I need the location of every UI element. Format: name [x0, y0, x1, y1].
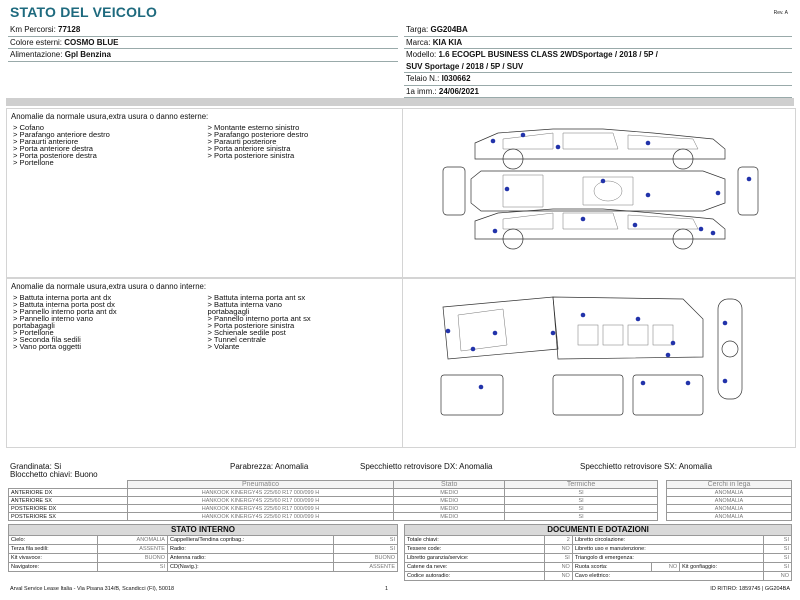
table-row: ANOMALIA	[667, 505, 792, 513]
revision-label: Rev. A	[773, 10, 788, 16]
external-damage-title: Anomalie da normale usura,extra usura o danno esterne:	[11, 112, 209, 121]
info-row-alimentazione: Alimentazione: Gpl Benzina	[8, 49, 398, 62]
info-row-telaio: Telaio N.: I030662	[404, 73, 792, 86]
damage-item: > Battuta interna porta post dx	[13, 300, 115, 309]
damage-item: > Battuta interna vano	[207, 300, 283, 309]
damage-item: > Porta posteriore sinistra	[207, 151, 295, 160]
grandinata-label: Grandinata: Si	[10, 462, 62, 471]
table-row: POSTERIORE SX HANKOOK KINERGY4S 225/60 R17 000/099 H MEDIO SI	[9, 513, 658, 521]
internal-damage-list	[7, 279, 402, 447]
table-row: POSTERIORE DX HANKOOK KINERGY4S 225/60 R17 000/099 H MEDIO SI	[9, 505, 658, 513]
info-row-km: Km Percorsi: 77128	[8, 24, 398, 37]
info-row-modello-cont: SUV Sportage / 2018 / 5P / SUV	[404, 61, 792, 74]
blocchetto-chiavi-label: Blocchetto chiavi: Buono	[10, 470, 98, 479]
damage-item: > Porta posteriore destra	[13, 151, 97, 160]
damage-item: > Battuta interna porta ant sx	[207, 293, 306, 302]
tyres-table	[8, 480, 658, 521]
damage-item: portabagagli	[207, 307, 250, 316]
table-row: Totale chiavi: 2 Libretto circolazione: SI	[405, 536, 792, 545]
internal-damage-title: Anomalie da normale usura,extra usura o danno interne:	[11, 282, 207, 291]
damage-item: > Battuta interna porta ant dx	[13, 293, 112, 302]
damage-item: > Pannello interno porta ant dx	[13, 307, 117, 316]
table-row: Codice autoradio: NO Cavo elettrico: NO	[405, 572, 792, 581]
stato-interno-title: STATO INTERNO	[8, 524, 398, 536]
table-row: ANOMALIA	[667, 513, 792, 521]
external-damage-list	[7, 109, 402, 277]
page-title: STATO DEL VEICOLO	[10, 4, 158, 20]
vehicle-info-left	[8, 24, 398, 100]
external-damage-panel	[6, 108, 796, 278]
damage-item: > Paraurti posteriore	[207, 137, 277, 146]
section-divider	[6, 98, 794, 106]
damage-item: > Vano porta oggetti	[13, 342, 82, 351]
damage-item: > Porta anteriore sinistra	[207, 144, 291, 153]
exterior-car-diagram	[402, 109, 795, 277]
damage-item: > Parafango posteriore destro	[207, 130, 309, 139]
info-row-targa: Targa: GG204BA	[404, 24, 792, 37]
info-row-modello: Modello: 1.6 ECOGPL BUSINESS CLASS 2WDSportage / 2018 / 5P /	[406, 50, 658, 59]
parabrezza-label: Parabrezza: Anomalia	[230, 462, 309, 471]
table-row: Navigatore: SI CD(Navig.): ASSENTE	[9, 563, 398, 572]
damage-item: > Pannello interno porta ant sx	[207, 314, 311, 323]
car-interior-svg	[403, 279, 795, 447]
col-termiche: Termiche	[505, 481, 658, 489]
external-damage-col2	[208, 124, 403, 166]
damage-markers	[446, 313, 728, 390]
specchietto-dx-label: Specchietto retrovisore DX: Anomalia	[360, 462, 493, 471]
empty-header	[9, 481, 128, 489]
damage-item: > Schienale sedile post	[207, 328, 286, 337]
info-row-colore: Colore esterni: COSMO BLUE	[8, 37, 398, 50]
damage-item: > Seconda fila sedili	[13, 335, 81, 344]
internal-damage-col2	[208, 294, 403, 350]
footer-page-number: 1	[385, 586, 389, 592]
vehicle-info-right	[404, 24, 792, 100]
damage-item: > Tunnel centrale	[207, 335, 266, 344]
table-row: Kit vivavoce: BUONO Antenna radio: BUONO	[9, 554, 398, 563]
table-row: ANTERIORE SX HANKOOK KINERGY4S 225/60 R17 000/099 H MEDIO SI	[9, 497, 658, 505]
internal-damage-col1	[13, 294, 208, 350]
damage-item: > Pannello interno vano	[13, 314, 94, 323]
table-row: Cielo: ANOMALIA Cappelliera/Tendina copribag.: SI	[9, 536, 398, 545]
damage-item: portabagagli	[13, 321, 55, 330]
col-pneumatico: Pneumatico	[127, 481, 394, 489]
damage-item: > Paraurti anteriore	[13, 137, 79, 146]
documenti-title: DOCUMENTI E DOTAZIONI	[404, 524, 792, 536]
table-row: Catene da neve: NO Ruota scorta: NO Kit gonfiaggio: SI	[405, 563, 792, 572]
stato-interno-table	[8, 535, 398, 572]
damage-item: > Portellone	[13, 158, 54, 167]
damage-item: > Cofano	[13, 123, 45, 132]
damage-item: > Volante	[207, 342, 240, 351]
internal-damage-panel	[6, 278, 796, 448]
footer-company: Arval Service Lease Italia - Via Pisana 314/B, Scandicci (FI), 50018	[10, 586, 175, 592]
table-row: ANOMALIA	[667, 489, 792, 497]
damage-item: > Porta posteriore sinistra	[207, 321, 295, 330]
damage-item: > Portellone	[13, 328, 54, 337]
damage-item: > Parafango anteriore destro	[13, 130, 110, 139]
footer-id-ritiro: ID RITIRO: 1859745 | GG204BA	[710, 586, 790, 592]
info-row-marca: Marca: KIA KIA	[404, 37, 792, 50]
external-damage-col1	[13, 124, 208, 166]
table-row: ANTERIORE DX HANKOOK KINERGY4S 225/60 R17 000/099 H MEDIO SI	[9, 489, 658, 497]
info-row-immatricolazione: 1a imm.: 24/06/2021	[404, 86, 792, 99]
interior-car-diagram	[402, 279, 795, 447]
table-row: ANOMALIA	[667, 497, 792, 505]
documenti-table	[404, 535, 792, 581]
car-exterior-svg	[403, 109, 795, 277]
table-row: Tessere code: NO Libretto uso e manutenzione: SI	[405, 545, 792, 554]
specchietto-sx-label: Specchietto retrovisore SX: Anomalia	[580, 462, 713, 471]
cerchi-table	[666, 480, 792, 521]
table-row: Libretto garanzia/service: SI Triangolo di emergenza: SI	[405, 554, 792, 563]
col-stato: Stato	[394, 481, 505, 489]
col-cerchi: Cerchi in lega	[667, 481, 792, 489]
table-row: Terza fila sedili: ASSENTE Radio: SI	[9, 545, 398, 554]
damage-item: > Porta anteriore destra	[13, 144, 93, 153]
damage-markers	[491, 133, 752, 236]
damage-item: > Montante esterno sinistro	[207, 123, 300, 132]
